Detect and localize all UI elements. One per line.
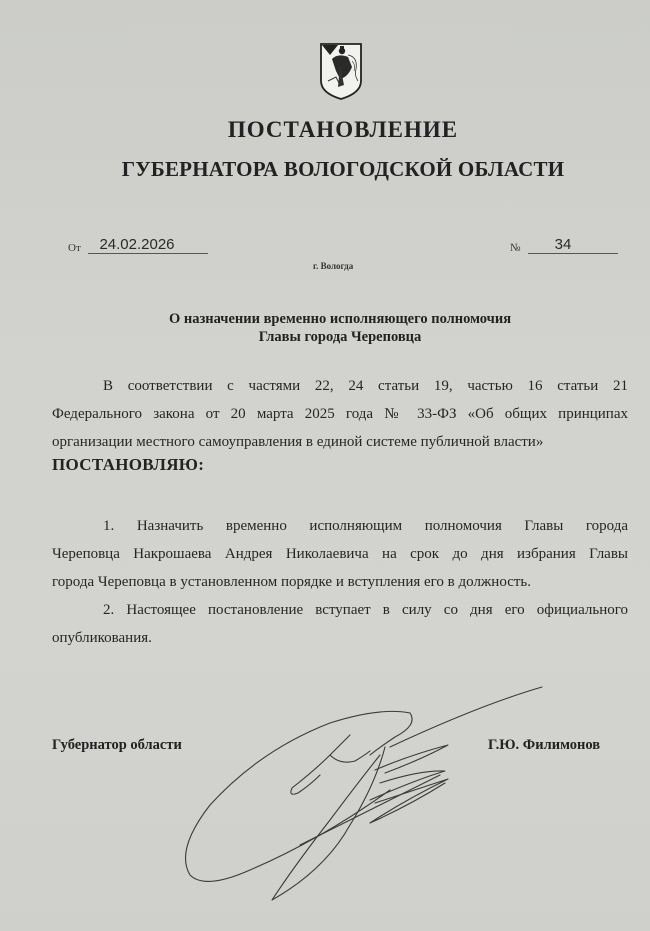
handwritten-signature <box>180 675 560 905</box>
number-value: 34 <box>528 236 618 254</box>
decree-item-1 <box>52 512 628 596</box>
city-label: г. Вологда <box>313 261 354 271</box>
paragraph-line: организации местного самоуправления в единой системе публичной власти» <box>52 434 544 450</box>
paragraph-line: В соответствии с частями 22, 24 статьи 19, частью 16 статьи 21 <box>103 378 628 394</box>
document-issuer: ГУБЕРНАТОРА ВОЛОГОДСКОЙ ОБЛАСТИ <box>121 157 565 181</box>
signer-position: Губернатор области <box>52 737 182 753</box>
paragraph-line: города Череповца в установленном порядке и вступления его в должность. <box>52 574 531 590</box>
paragraph-line: 1. Назначить временно исполняющим полномочия Главы города <box>103 518 628 534</box>
subject-line: Главы города Череповца <box>258 329 422 345</box>
decree-item-2 <box>52 596 628 652</box>
subject-line: О назначении временно исполняющего полномочия <box>168 311 512 327</box>
paragraph-line: Федерального закона от 20 марта 2025 года № 33-ФЗ «Об общих принципах <box>52 406 628 422</box>
date-value: 24.02.2026 <box>88 236 208 254</box>
paragraph-line: 2. Настоящее постановление вступает в силу со дня его официального <box>103 602 628 618</box>
paragraph-line: Череповца Накрошаева Андрея Николаевича на срок до дня избрания Главы <box>52 546 628 562</box>
preamble-paragraph <box>52 372 628 456</box>
decree-heading: ПОСТАНОВЛЯЮ: <box>52 455 205 474</box>
date-label: От <box>68 242 81 254</box>
signer-name: Г.Ю. Филимонов <box>488 737 601 753</box>
number-field <box>510 236 572 254</box>
document-title: ПОСТАНОВЛЕНИЕ <box>227 117 459 142</box>
number-label: № <box>510 242 521 254</box>
paragraph-line: опубликования. <box>52 630 152 646</box>
date-field <box>68 236 175 254</box>
document-subject <box>0 310 650 346</box>
coat-of-arms-icon <box>318 41 364 102</box>
